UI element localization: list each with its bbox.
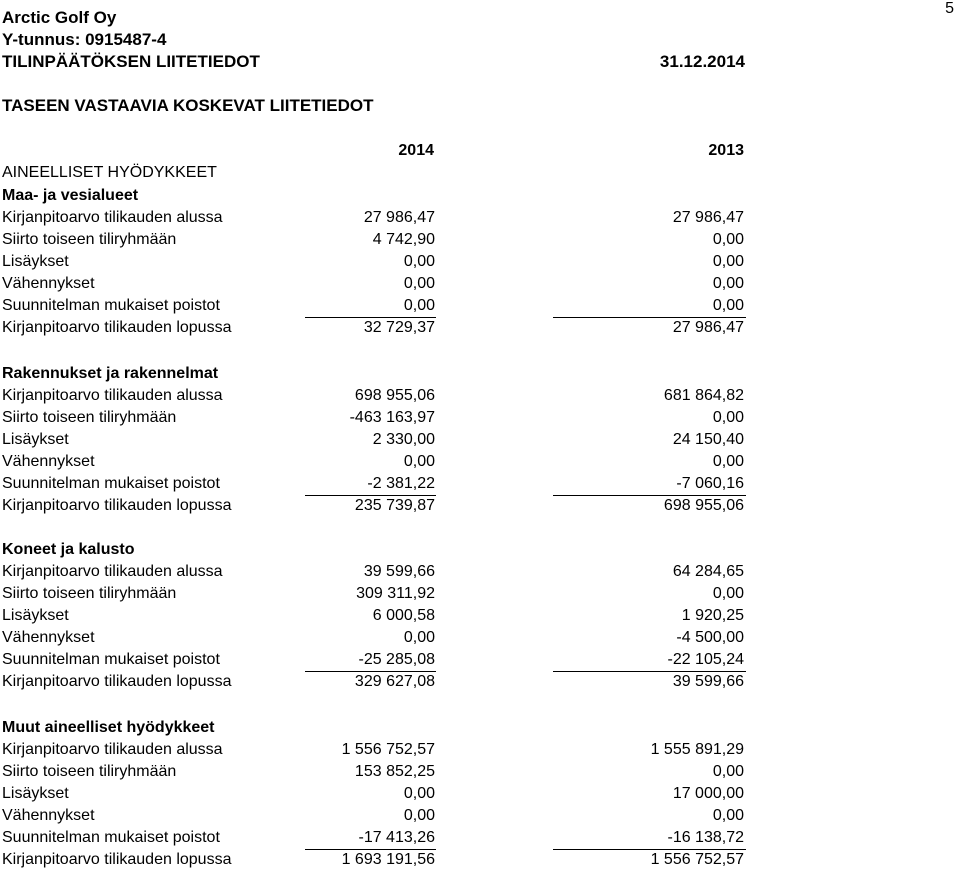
value-2014: 698 955,06: [354, 387, 435, 404]
row-label: Siirto toiseen tiliryhmään: [2, 409, 177, 426]
table-row: [0, 230, 960, 252]
value-2014: 0,00: [403, 453, 435, 470]
value-2013: 64 284,65: [672, 563, 744, 580]
value-2013: -4 500,00: [676, 629, 744, 646]
value-2013: 17 000,00: [672, 785, 744, 802]
value-2014: 0,00: [403, 629, 435, 646]
table-row: [0, 208, 960, 230]
value-2013: 0,00: [712, 275, 744, 292]
value-2014: 39 599,66: [363, 563, 435, 580]
row-label: Kirjanpitoarvo tilikauden alussa: [2, 387, 223, 404]
column-header-2013: 2013: [708, 142, 744, 159]
value-2014: 6 000,58: [372, 607, 435, 624]
subsection-title-label: Muut aineelliset hyödykkeet: [2, 719, 215, 736]
value-2013: -16 138,72: [667, 829, 744, 846]
subsection-title: [0, 540, 960, 562]
row-label: Kirjanpitoarvo tilikauden alussa: [2, 741, 223, 758]
subsection-title-label: Koneet ja kalusto: [2, 541, 135, 558]
row-label: Suunnitelman mukaiset poistot: [2, 475, 220, 492]
row-label: Kirjanpitoarvo tilikauden alussa: [2, 209, 223, 226]
value-2013: 39 599,66: [672, 673, 744, 690]
subsection-title: [0, 364, 960, 386]
subsection-title-label: Maa- ja vesialueet: [2, 187, 139, 204]
table-row: [0, 452, 960, 474]
value-2014: 1 556 752,57: [341, 741, 435, 758]
row-label: Lisäykset: [2, 253, 69, 270]
value-2013: 1 555 891,29: [650, 741, 744, 758]
column-header-2014: 2014: [398, 142, 434, 159]
document-date: 31.12.2014: [659, 52, 745, 71]
subsection-title-label: Rakennukset ja rakennelmat: [2, 365, 219, 382]
value-2013: 1 920,25: [681, 607, 744, 624]
value-2013: 0,00: [712, 231, 744, 248]
table-row: [0, 762, 960, 784]
group-title: AINEELLISET HYÖDYKKEET: [2, 164, 217, 181]
value-2013: 0,00: [712, 807, 744, 824]
table-row: [0, 274, 960, 296]
row-label: Kirjanpitoarvo tilikauden alussa: [2, 563, 223, 580]
value-2013: -22 105,24: [667, 651, 744, 668]
row-label: Kirjanpitoarvo tilikauden lopussa: [2, 673, 232, 690]
value-2013: 0,00: [712, 585, 744, 602]
table-row: [0, 584, 960, 606]
value-2014: 0,00: [403, 253, 435, 270]
table-row: [0, 318, 960, 340]
value-2013: 24 150,40: [672, 431, 744, 448]
value-2014: 0,00: [403, 275, 435, 292]
table-row: [0, 252, 960, 274]
table-row: [0, 784, 960, 806]
value-2014: -17 413,26: [358, 829, 435, 846]
table-row: [0, 740, 960, 762]
row-label: Vähennykset: [2, 807, 95, 824]
table-row: [0, 474, 960, 496]
table-row: [0, 650, 960, 672]
value-2013: 0,00: [712, 297, 744, 314]
row-label: Siirto toiseen tiliryhmään: [2, 231, 177, 248]
value-2014: 329 627,08: [354, 673, 435, 690]
subsection-title: [0, 718, 960, 740]
row-label: Kirjanpitoarvo tilikauden lopussa: [2, 497, 232, 514]
table-row: [0, 408, 960, 430]
value-2014: 309 311,92: [356, 585, 435, 602]
table-row: [0, 296, 960, 318]
value-2014: 4 742,90: [372, 231, 435, 248]
value-2013: 27 986,47: [672, 209, 744, 226]
table-row: [0, 628, 960, 650]
row-label: Lisäykset: [2, 431, 69, 448]
value-2014: 27 986,47: [363, 209, 435, 226]
value-2014: 0,00: [403, 785, 435, 802]
row-label: Vähennykset: [2, 629, 95, 646]
table-row: [0, 386, 960, 408]
row-label: Lisäykset: [2, 607, 69, 624]
value-2013: 681 864,82: [663, 387, 744, 404]
value-2014: 32 729,37: [363, 319, 435, 336]
table-row: [0, 806, 960, 828]
value-2013: 0,00: [712, 453, 744, 470]
value-2014: 0,00: [403, 297, 435, 314]
value-2013: 0,00: [712, 763, 744, 780]
value-2013: 698 955,06: [663, 497, 744, 514]
table-row: [0, 606, 960, 628]
value-2014: -463 163,97: [349, 409, 435, 426]
document-title: TILINPÄÄTÖKSEN LIITETIEDOT: [2, 52, 260, 71]
section-title: TASEEN VASTAAVIA KOSKEVAT LIITETIEDOT: [2, 96, 374, 115]
table-row: [0, 430, 960, 452]
value-2014: -25 285,08: [358, 651, 435, 668]
value-2013: 0,00: [712, 409, 744, 426]
value-2014: 0,00: [403, 807, 435, 824]
subsection-title: [0, 186, 960, 208]
value-2014: 153 852,25: [354, 763, 435, 780]
row-label: Kirjanpitoarvo tilikauden lopussa: [2, 851, 232, 868]
row-label: Siirto toiseen tiliryhmään: [2, 585, 177, 602]
row-label: Lisäykset: [2, 785, 69, 802]
value-2014: 1 693 191,56: [341, 851, 435, 868]
table-row: [0, 562, 960, 584]
table-row: [0, 496, 960, 518]
value-2013: 0,00: [712, 253, 744, 270]
value-2013: 1 556 752,57: [650, 851, 744, 868]
row-label: Suunnitelman mukaiset poistot: [2, 297, 220, 314]
row-label: Vähennykset: [2, 275, 95, 292]
value-2014: -2 381,22: [367, 475, 435, 492]
row-label: Kirjanpitoarvo tilikauden lopussa: [2, 319, 232, 336]
value-2014: 2 330,00: [372, 431, 435, 448]
row-label: Suunnitelman mukaiset poistot: [2, 829, 220, 846]
row-label: Vähennykset: [2, 453, 95, 470]
table-row: [0, 672, 960, 694]
value-2013: 27 986,47: [672, 319, 744, 336]
business-id: Y-tunnus: 0915487-4: [2, 30, 167, 49]
page-number: 5: [945, 0, 954, 17]
row-label: Siirto toiseen tiliryhmään: [2, 763, 177, 780]
company-name: Arctic Golf Oy: [2, 8, 117, 27]
table-row: [0, 850, 960, 872]
value-2014: 235 739,87: [354, 497, 435, 514]
value-2013: -7 060,16: [676, 475, 744, 492]
table-row: [0, 828, 960, 850]
row-label: Suunnitelman mukaiset poistot: [2, 651, 220, 668]
